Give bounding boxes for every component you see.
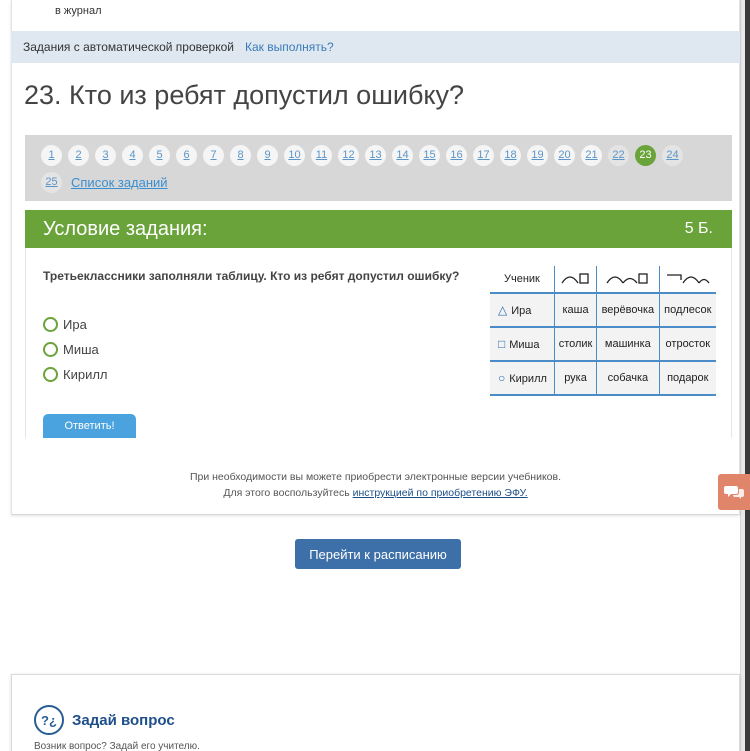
table-cell: машинка (597, 327, 659, 361)
table-cell: отросток (659, 327, 716, 361)
condition-body (25, 248, 732, 438)
option-label: Миша (63, 342, 99, 357)
header-symbol (659, 266, 716, 293)
page-number-6[interactable]: 6 (176, 145, 197, 166)
page-number-7[interactable]: 7 (203, 145, 224, 166)
page-number-11[interactable]: 11 (311, 145, 332, 166)
page-number-3[interactable]: 3 (95, 145, 116, 166)
how-to-link[interactable]: Как выполнять? (245, 40, 334, 54)
page-number-15[interactable]: 15 (419, 145, 440, 166)
question-text: Третьеклассники заполняли таблицу. Кто из ребят допустил ошибку? (43, 269, 460, 283)
answer-options (43, 312, 108, 387)
header-symbol (597, 266, 659, 293)
page-number-12[interactable]: 12 (338, 145, 359, 166)
page-number-2[interactable]: 2 (68, 145, 89, 166)
table-cell: верёвочка (597, 293, 659, 327)
table-row (490, 361, 716, 395)
root-suffix-scheme-icon (559, 268, 593, 288)
page-number-16[interactable]: 16 (446, 145, 467, 166)
chat-widget-button[interactable] (718, 474, 750, 510)
table-cell: рука (554, 361, 596, 395)
page-title: 23. Кто из ребят допустил ошибку? (24, 80, 465, 110)
root-two-suffix-scheme-icon (604, 268, 652, 288)
student-name: Ира (511, 305, 532, 317)
table-cell: подлесок (659, 293, 716, 327)
triangle-icon: △ (498, 303, 508, 317)
table-cell: столик (554, 327, 596, 361)
option-label: Ира (63, 317, 87, 332)
question-icon: ?¿ (34, 705, 64, 735)
auto-check-label: Задания с автоматической проверкой (23, 40, 234, 54)
radio-button[interactable] (43, 317, 58, 332)
page-number-17[interactable]: 17 (473, 145, 494, 166)
task-pager (25, 135, 732, 201)
radio-button[interactable] (43, 367, 58, 382)
option-misha[interactable] (43, 337, 108, 362)
page-scrollbar[interactable] (740, 0, 750, 751)
table-cell: собачка (597, 361, 659, 395)
page-number-10[interactable]: 10 (284, 145, 305, 166)
chat-bubbles-icon (724, 484, 744, 500)
page-number-23[interactable]: 23 (635, 145, 656, 166)
page-number-5[interactable]: 5 (149, 145, 170, 166)
ebook-note-prefix: Для этого воспользуйтесь (223, 487, 353, 499)
header-student: Ученик (504, 273, 540, 285)
ebook-note-line1: При необходимости вы можете приобрести электронные версии учебников. (189, 471, 562, 483)
student-name: Миша (509, 339, 540, 351)
page-number-24[interactable]: 24 (662, 145, 683, 166)
page-number-20[interactable]: 20 (554, 145, 575, 166)
condition-title: Условие задания: (43, 217, 208, 240)
page-number-18[interactable]: 18 (500, 145, 521, 166)
points-badge: 5 Б. (684, 220, 713, 237)
ebook-note-line2 (11, 485, 740, 501)
page-number-21[interactable]: 21 (581, 145, 602, 166)
circle-icon: ○ (498, 371, 506, 385)
auto-check-bar (11, 31, 740, 63)
answer-button[interactable]: Ответить! (43, 414, 136, 438)
page-number-1[interactable]: 1 (41, 145, 62, 166)
page-number-19[interactable]: 19 (527, 145, 548, 166)
table-cell: каша (554, 293, 596, 327)
student-name: Кирилл (509, 373, 547, 385)
square-icon: □ (498, 337, 506, 351)
ask-title[interactable]: Задай вопрос (72, 712, 175, 729)
table-row (490, 293, 716, 327)
ebook-instruction-link[interactable]: инструкцией по приобретению ЭФУ. (352, 487, 528, 499)
go-to-schedule-button[interactable]: Перейти к расписанию (295, 539, 461, 569)
page-number-8[interactable]: 8 (230, 145, 251, 166)
option-kirill[interactable] (43, 362, 108, 387)
page-number-13[interactable]: 13 (365, 145, 386, 166)
page-number-9[interactable]: 9 (257, 145, 278, 166)
page-number-4[interactable]: 4 (122, 145, 143, 166)
table-cell: подарок (659, 361, 716, 395)
journal-link[interactable]: в журнал (55, 5, 102, 17)
pager-row (41, 144, 732, 166)
task-list-link[interactable]: Список заданий (71, 174, 168, 190)
word-table-image (490, 266, 716, 396)
page-number-22[interactable]: 22 (608, 145, 629, 166)
table-row (490, 327, 716, 361)
condition-header (25, 210, 732, 248)
table-header-row (490, 266, 716, 293)
header-symbol (554, 266, 596, 293)
option-label: Кирилл (63, 367, 108, 382)
page-number-14[interactable]: 14 (392, 145, 413, 166)
scrollbar-track[interactable] (745, 0, 750, 751)
pager-row (41, 171, 732, 193)
ask-question-card (11, 674, 740, 751)
option-ira[interactable] (43, 312, 108, 337)
prefix-root-scheme-icon (664, 268, 712, 288)
ebook-note (11, 469, 740, 501)
page-number-25[interactable]: 25 (41, 172, 62, 193)
ask-subtitle: Возник вопрос? Задай его учителю. (34, 741, 200, 751)
radio-button[interactable] (43, 342, 58, 357)
